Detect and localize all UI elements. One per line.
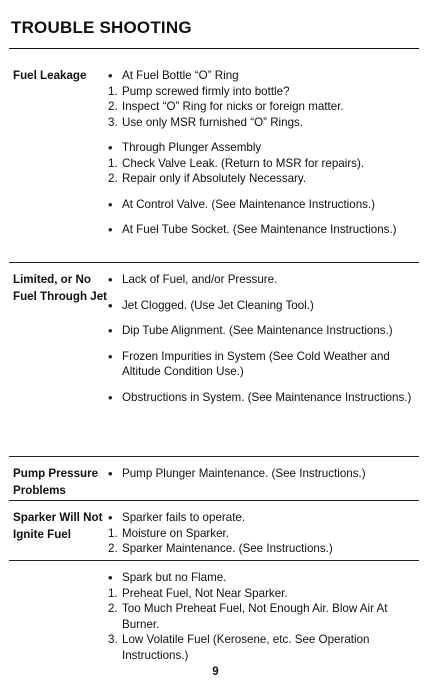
item-text: Sparker fails to operate. bbox=[122, 511, 246, 524]
item-number: 1. bbox=[108, 84, 118, 98]
section-content bbox=[108, 272, 413, 415]
item-text: Check Valve Leak. (Return to MSR for repairs). bbox=[122, 156, 365, 170]
item-text: At Fuel Bottle “O” Ring bbox=[122, 69, 239, 82]
bullet-icon bbox=[108, 510, 122, 527]
item-text: Obstructions in System. (See Maintenance Instructions.) bbox=[122, 390, 412, 404]
item-text: Sparker Maintenance. (See Instructions.) bbox=[122, 542, 333, 555]
bullet-item bbox=[108, 272, 413, 288]
item-text: Dip Tube Alignment. (See Maintenance Instructions.) bbox=[122, 324, 393, 337]
bullet-item bbox=[108, 68, 413, 84]
item-text: Inspect “O” Ring for nicks or foreign matter. bbox=[122, 100, 344, 113]
numbered-item bbox=[108, 586, 413, 602]
section-content bbox=[108, 510, 413, 567]
numbered-item bbox=[108, 156, 413, 172]
item-text: Jet Clogged. (Use Jet Cleaning Tool.) bbox=[122, 298, 314, 312]
bullet-icon bbox=[108, 140, 122, 157]
item-number: 2. bbox=[108, 602, 118, 615]
bullet-item bbox=[108, 197, 413, 213]
section-content bbox=[108, 466, 413, 492]
item-text: Frozen Impurities in System (See Cold Weather and Altitude Condition Use.) bbox=[122, 349, 390, 378]
item-number: 1. bbox=[108, 526, 118, 540]
bullet-icon bbox=[108, 323, 122, 340]
cause-group bbox=[108, 140, 413, 187]
bullet-icon bbox=[108, 222, 122, 239]
numbered-item bbox=[108, 632, 413, 663]
item-text: Use only MSR furnished “O” Rings. bbox=[122, 115, 304, 129]
item-text: Through Plunger Assembly bbox=[122, 141, 262, 154]
item-number: 3. bbox=[108, 115, 118, 129]
bullet-icon bbox=[108, 298, 122, 315]
bullet-item bbox=[108, 390, 413, 406]
bullet-item bbox=[108, 140, 413, 156]
bullet-icon bbox=[108, 570, 122, 587]
item-text: Pump screwed firmly into bottle? bbox=[122, 84, 290, 98]
bullet-icon bbox=[108, 466, 122, 483]
item-number: 2. bbox=[108, 172, 118, 185]
bullet-item bbox=[108, 570, 413, 586]
item-number: 3. bbox=[108, 633, 118, 646]
bullet-icon bbox=[108, 390, 122, 407]
cause-group bbox=[108, 349, 413, 380]
numbered-item bbox=[108, 115, 413, 131]
cause-group bbox=[108, 466, 413, 482]
cause-group bbox=[108, 570, 413, 663]
section-divider bbox=[9, 560, 419, 561]
section-divider bbox=[9, 262, 419, 263]
numbered-item bbox=[108, 601, 413, 632]
numbered-item bbox=[108, 171, 413, 187]
bullet-icon bbox=[108, 349, 122, 366]
numbered-item bbox=[108, 541, 413, 557]
bullet-item bbox=[108, 298, 413, 314]
item-text: At Fuel Tube Socket. (See Maintenance Instructions.) bbox=[122, 223, 397, 236]
title-divider bbox=[9, 48, 419, 49]
bullet-icon bbox=[108, 197, 122, 214]
page-number: 9 bbox=[212, 666, 219, 678]
numbered-item bbox=[108, 526, 413, 542]
bullet-item bbox=[108, 510, 413, 526]
item-text: Repair only if Absolutely Necessary. bbox=[122, 172, 307, 185]
item-number: 2. bbox=[108, 100, 118, 113]
cause-group bbox=[108, 272, 413, 288]
numbered-item bbox=[108, 99, 413, 115]
item-text: Moisture on Sparker. bbox=[122, 526, 229, 540]
item-number: 2. bbox=[108, 542, 118, 555]
item-text: Low Volatile Fuel (Kerosene, etc. See Operation Instructions.) bbox=[122, 633, 370, 662]
section-content bbox=[108, 68, 413, 248]
numbered-item bbox=[108, 84, 413, 100]
cause-group bbox=[108, 510, 413, 557]
item-number: 1. bbox=[108, 156, 118, 170]
item-number: 1. bbox=[108, 586, 118, 600]
item-text: At Control Valve. (See Maintenance Instructions.) bbox=[122, 197, 376, 211]
item-text: Spark but no Flame. bbox=[122, 571, 227, 584]
item-text: Pump Plunger Maintenance. (See Instructions.) bbox=[122, 467, 366, 480]
bullet-item bbox=[108, 349, 413, 380]
bullet-icon bbox=[108, 272, 122, 289]
bullet-item bbox=[108, 466, 413, 482]
cause-group bbox=[108, 323, 413, 339]
section-divider bbox=[9, 456, 419, 457]
cause-group bbox=[108, 298, 413, 314]
section-label: Pump Pressure Problems bbox=[13, 467, 99, 497]
cause-group bbox=[108, 222, 413, 238]
section-label: Fuel Leakage bbox=[13, 69, 87, 82]
bullet-icon bbox=[108, 68, 122, 85]
page-title: TROUBLE SHOOTING bbox=[11, 18, 192, 37]
bullet-item bbox=[108, 323, 413, 339]
cause-group bbox=[108, 390, 413, 406]
bullet-item bbox=[108, 222, 413, 238]
item-text: Preheat Fuel, Not Near Sparker. bbox=[122, 586, 288, 600]
section-label: Limited, or No Fuel Through Jet bbox=[13, 273, 108, 303]
section-divider bbox=[9, 500, 419, 501]
section-label: Sparker Will Not Ignite Fuel bbox=[13, 511, 103, 541]
item-text: Too Much Preheat Fuel, Not Enough Air. Blow Air At Burner. bbox=[122, 602, 388, 631]
section-content bbox=[108, 570, 413, 673]
item-text: Lack of Fuel, and/or Pressure. bbox=[122, 273, 278, 286]
cause-group bbox=[108, 197, 413, 213]
cause-group bbox=[108, 68, 413, 130]
